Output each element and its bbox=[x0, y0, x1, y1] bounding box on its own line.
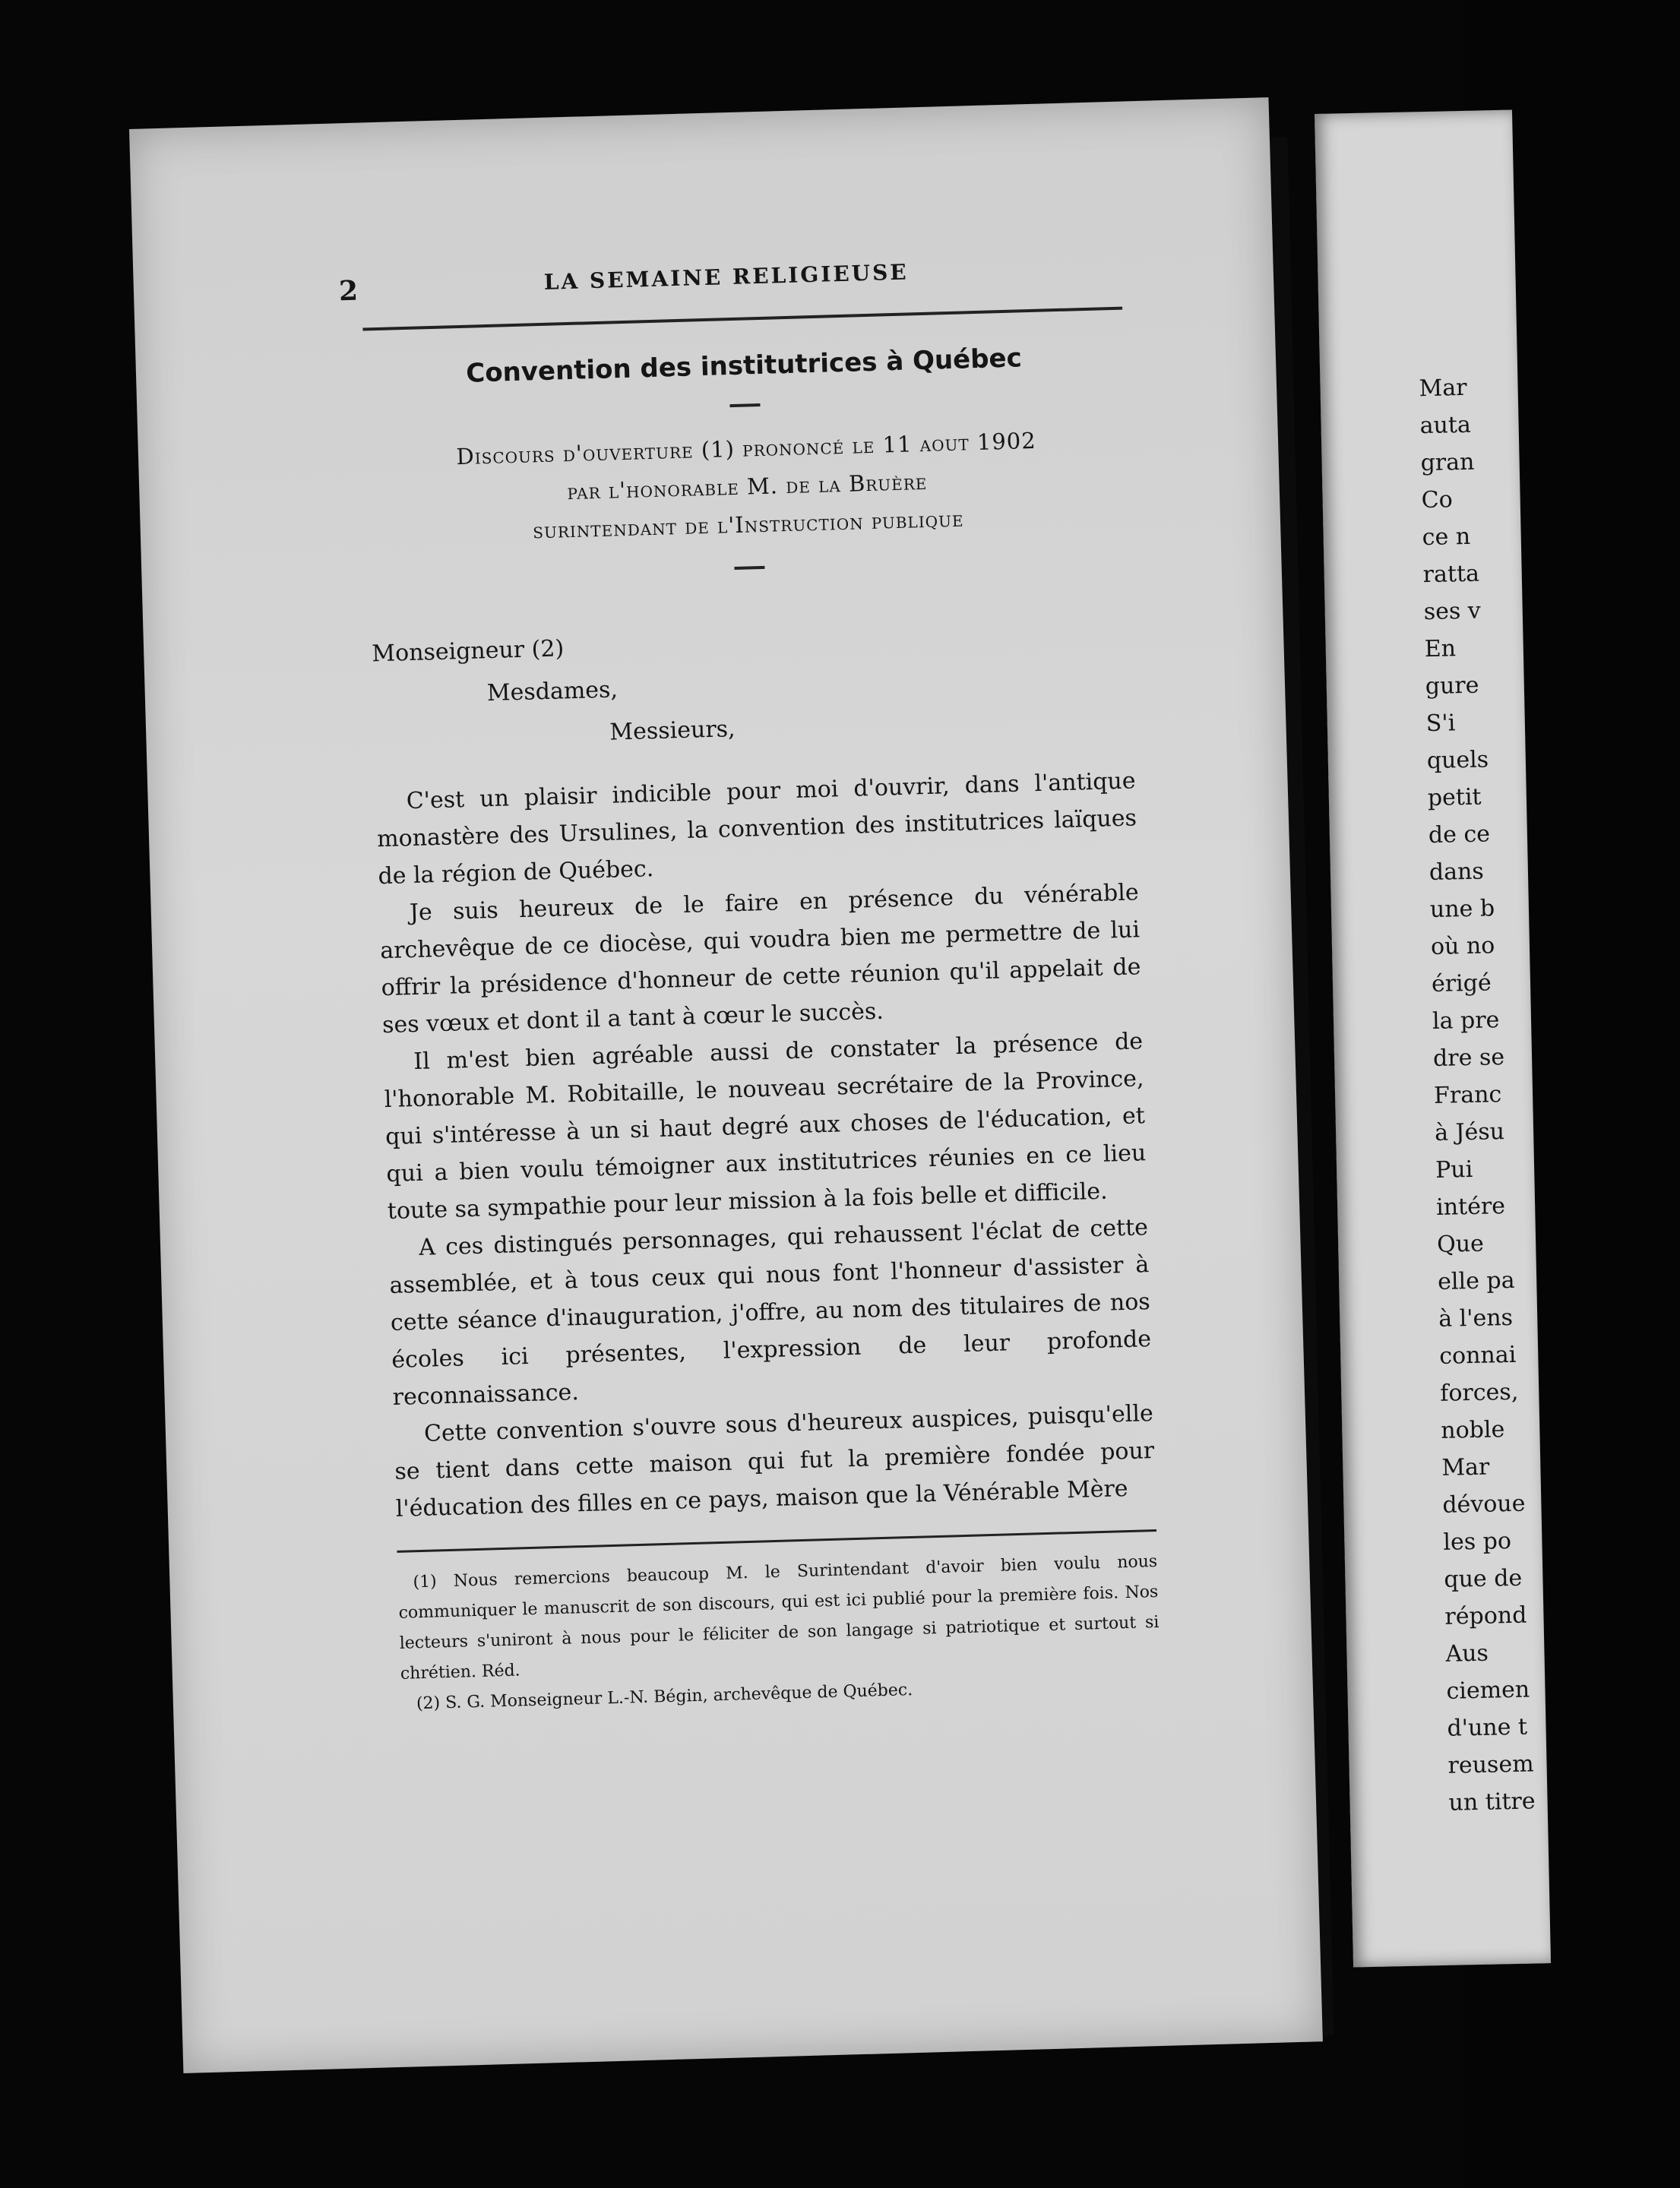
facing-line: à l'ens bbox=[1438, 1304, 1514, 1333]
facing-line: les po bbox=[1443, 1527, 1512, 1556]
facing-line: où no bbox=[1430, 932, 1495, 961]
footnote-2: (2) S. G. Monseigneur L.-N. Bégin, archevêque de Québec. bbox=[416, 1681, 913, 1714]
facing-line: ratta bbox=[1422, 560, 1480, 589]
facing-line: dre se bbox=[1432, 1044, 1505, 1073]
facing-line: une b bbox=[1429, 895, 1495, 924]
facing-line: de ce bbox=[1428, 820, 1491, 849]
page-number: 2 bbox=[338, 274, 359, 308]
facing-page bbox=[1315, 110, 1551, 1968]
salutations bbox=[372, 612, 1134, 760]
running-head bbox=[338, 246, 1122, 331]
facing-line: d'une t bbox=[1447, 1713, 1528, 1742]
paragraph: Il m'est bien agréable aussi de constater la présence de l'honorable M. Robitaille, le nouveau secrétaire de la Province, qui s'intéresse à un si haut degré aux choses de l'éducation, et qui a bien voulu témoigner aux institutrices réunies en ce lieu toute sa sympathie pour leur mission à la fois belle et difficile. bbox=[384, 1028, 1147, 1225]
facing-line: à Jésu bbox=[1434, 1118, 1505, 1146]
facing-line: connai bbox=[1438, 1341, 1517, 1370]
facing-line: Pui bbox=[1435, 1156, 1473, 1184]
page-content bbox=[338, 246, 1161, 1720]
facing-line: noble bbox=[1440, 1416, 1505, 1444]
facing-line: Co bbox=[1421, 486, 1454, 514]
facing-line: répond bbox=[1444, 1601, 1527, 1630]
facing-line: Franc bbox=[1433, 1081, 1502, 1109]
facing-page-text bbox=[1419, 365, 1677, 1822]
facing-line: que de bbox=[1444, 1564, 1523, 1593]
facing-line: gran bbox=[1420, 448, 1475, 477]
facing-line: la pre bbox=[1432, 1007, 1500, 1036]
facing-line: un titre bbox=[1448, 1788, 1536, 1816]
heading-dash bbox=[734, 566, 764, 570]
footnote-1: (1) Nous remercions beaucoup M. le Surintendant d'avoir bien voulu nous communiquer le manuscrit de son discours, qui est ici publié pour la première fois. Nos lecteurs s'uniront à nous pour le féliciter de son langage si patriotique et surtout si chrétien. Réd. bbox=[398, 1551, 1160, 1684]
salutation-monseigneur: Monseigneur (2) bbox=[371, 635, 565, 668]
discours-line: surintendant de l'Instruction publique bbox=[532, 505, 964, 544]
facing-line: érigé bbox=[1431, 969, 1492, 998]
document-page bbox=[129, 97, 1323, 2073]
salutation-messieurs: Messieurs, bbox=[609, 716, 736, 746]
facing-line: gure bbox=[1425, 672, 1479, 700]
paragraph: C'est un plaisir indicible pour moi d'ouvrir, dans l'antique monastère des Ursulines, la convention des institutrices laïques de la région de Québec. bbox=[376, 767, 1137, 890]
facing-line: dévoue bbox=[1442, 1490, 1526, 1519]
facing-line: forces, bbox=[1439, 1378, 1519, 1407]
facing-line: Aus bbox=[1445, 1639, 1489, 1668]
facing-line: intére bbox=[1435, 1193, 1506, 1221]
footnotes bbox=[397, 1547, 1161, 1720]
discours-line: Discours d'ouverture (1) prononcé le 11 aout 1902 bbox=[455, 427, 1037, 470]
facing-line: quels bbox=[1426, 746, 1489, 775]
facing-line: ses v bbox=[1423, 597, 1482, 626]
facing-line: ce n bbox=[1422, 523, 1471, 552]
facing-line: dans bbox=[1428, 858, 1485, 887]
facing-line: Mar bbox=[1419, 374, 1467, 403]
journal-title: LA SEMAINE RELIGIEUSE bbox=[543, 259, 910, 295]
facing-line: Mar bbox=[1441, 1453, 1490, 1481]
paragraph: A ces distingués personnages, qui rehaussent l'éclat de cette assemblée, et à tous ceux qui nous font l'honneur d'assister à cette séance d'inauguration, j'offre, au nom des titulaires de nos écoles ici présentes, l'expression de leur profonde reconnaissance. bbox=[389, 1214, 1152, 1411]
facing-line: elle pa bbox=[1437, 1266, 1515, 1295]
paragraph: Je suis heureux de le faire en présence du vénérable archevêque de ce diocèse, qui voudra bien me permettre de lui offrir la présidence d'honneur de cette réunion qu'il appelait de ses vœux et dont il a tant à cœur le succès. bbox=[379, 879, 1141, 1039]
facing-line: S'i bbox=[1425, 710, 1456, 738]
discours-heading bbox=[366, 419, 1129, 555]
facing-line: ciemen bbox=[1446, 1676, 1530, 1705]
article-title: Convention des institutrices à Québec bbox=[465, 343, 1023, 389]
salutation-mesdames: Mesdames, bbox=[486, 676, 619, 707]
paragraph: Cette convention s'ouvre sous d'heureux auspices, puisqu'elle se tient dans cette maison qui fut la première fondée pour l'éducation des filles en ce pays, maison que la Vénérable Mère bbox=[394, 1400, 1155, 1522]
facing-line: petit bbox=[1427, 783, 1482, 812]
discours-line: par l'honorable M. de la Bruère bbox=[567, 468, 928, 505]
facing-line: reusem bbox=[1447, 1750, 1534, 1779]
facing-line: Que bbox=[1436, 1230, 1485, 1258]
facing-line: En bbox=[1424, 635, 1457, 663]
facing-line: auta bbox=[1419, 411, 1472, 440]
title-dash bbox=[729, 403, 760, 407]
speech-body bbox=[375, 762, 1156, 1528]
